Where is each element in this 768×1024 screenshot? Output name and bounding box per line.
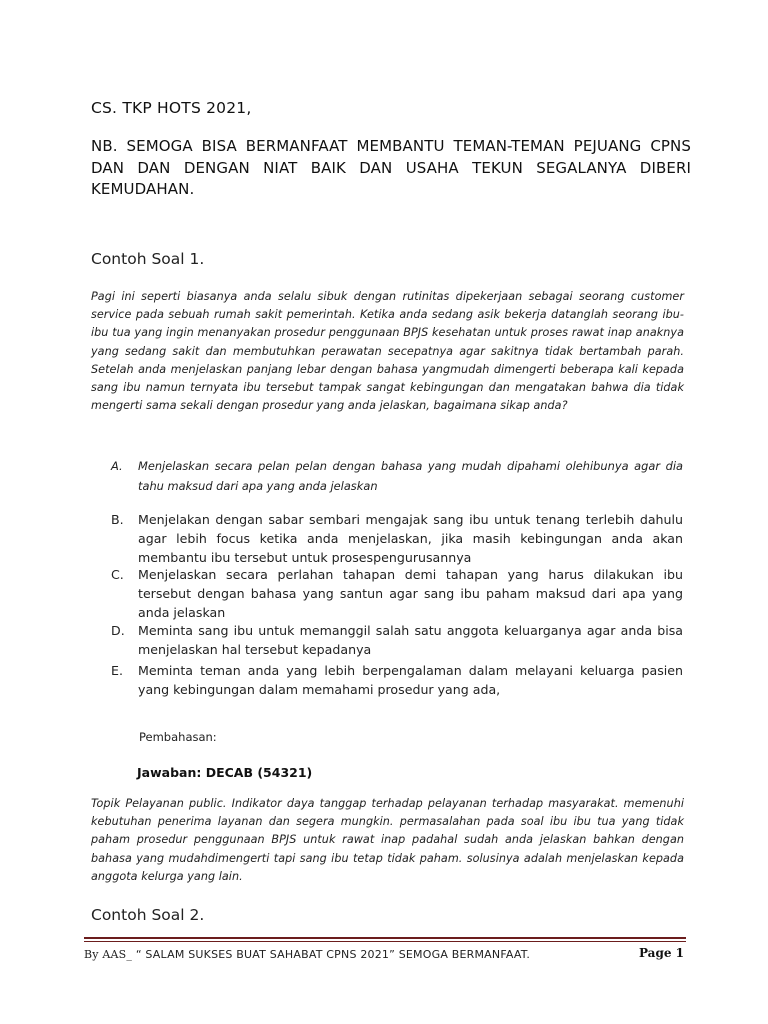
soal-1-heading: Contoh Soal 1.: [91, 250, 205, 268]
jawaban-answer: Jawaban: DECAB (54321): [137, 765, 313, 780]
footer-divider-thick: [84, 937, 686, 939]
option-e-text: Meminta teman anda yang lebih berpengalaman dalam melayani keluarga pasien yang kebingungan dalam memahami prosedur yang ada,: [138, 663, 683, 697]
option-a-letter: A.: [111, 459, 123, 473]
option-e-letter: E.: [111, 663, 123, 678]
option-d-text: Meminta sang ibu untuk memanggil salah satu anggota keluarganya agar anda bisa menjelaskan hal tersebut kepadanya: [138, 623, 683, 657]
option-c-letter: C.: [111, 567, 124, 582]
option-a-text: Menjelaskan secara pelan pelan dengan bahasa yang mudah dipahami olehibunya agar dia tahu maksud dari apa yang anda jelaskan: [138, 459, 683, 493]
page-number: Page 1: [638, 946, 684, 960]
footer-slogan: [84, 948, 530, 961]
option-b-text: Menjelakan dengan sabar sembari mengajak sang ibu untuk tenang terlebih dahulu agar lebih focus ketika anda menjelaskan, jika masih kebingungan anda akan membantu ibu tersebut untuk prosespengurusannya: [138, 512, 683, 565]
document-note: NB. SEMOGA BISA BERMANFAAT MEMBANTU TEMAN-TEMAN PEJUANG CPNS DAN DAN DENGAN NIAT BAIK DAN USAHA TEKUN SEGALANYA DIBERI KEMUDAHAN.: [91, 137, 691, 198]
pembahasan-label: Pembahasan:: [139, 730, 217, 744]
footer-slogan-text: “ SALAM SUKSES BUAT SAHABAT CPNS 2021” SEMOGA BERMANFAAT.: [132, 948, 531, 961]
soal-1-question: Pagi ini seperti biasanya anda selalu sibuk dengan rutinitas dipekerjaan sebagai seorang customer service pada sebuah rumah sakit pemerintah. Ketika anda sedang asik bekerja datanglah seorang ibu-ibu tua yang ingin menanyakan prosedur penggunaan BPJS kesehatan untuk proses rawat inap anaknya yang sedang sakit dan membutuhkan perawatan secepatnya agar sakitnya tidak bertambah parah. Setelah anda menjelaskan panjang lebar dengan bahasa yangmudah dimengerti beberapa kali kepada sang ibu namun ternyata ibu tersebut tampak sangat kebingungan dan mengatakan bahwa dia tidak mengerti sama sekali dengan prosedur yang anda jelaskan, bagaimana sikap anda?: [91, 290, 684, 413]
soal-1-explanation: Topik Pelayanan public. Indikator daya tanggap terhadap pelayanan terhadap masyarakat. memenuhi kebutuhan penerima layanan dan segera mungkin. permasalahan pada soal ibu ibu tua yang tidak paham prosedur penggunaan BPJS untuk rawat inap padahal sudah anda jelaskan bahkan dengan bahasa yang mudahdimengerti tapi sang ibu tetap tidak paham. solusinya adalah menjelaskan kepada anggota kelurga yang lain.: [91, 797, 684, 883]
document-title: CS. TKP HOTS 2021,: [91, 99, 252, 117]
option-d-letter: D.: [111, 623, 125, 638]
footer-divider-thin: [84, 941, 686, 942]
option-c-text: Menjelaskan secara perlahan tahapan demi tahapan yang harus dilakukan ibu tersebut dengan bahasa yang santun agar sang ibu paham maksud dari apa yang anda jelaskan: [138, 567, 683, 620]
footer-author: By AAS_: [84, 948, 133, 961]
soal-2-heading: Contoh Soal 2.: [91, 906, 205, 924]
option-b-letter: B.: [111, 512, 124, 527]
